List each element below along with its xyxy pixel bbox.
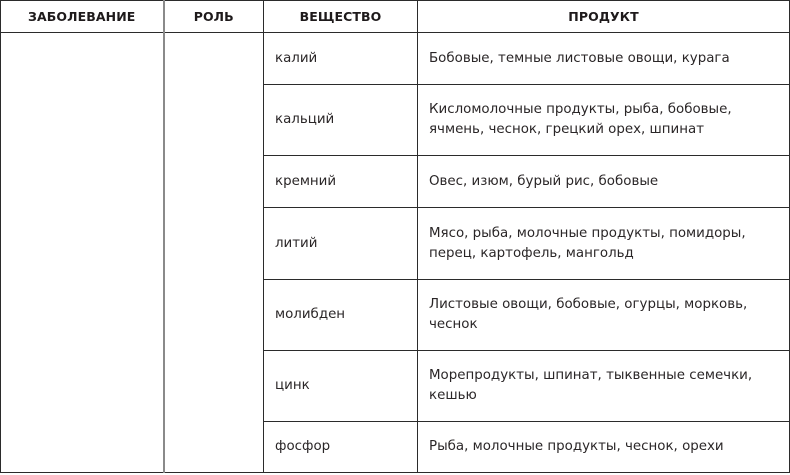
substance-cell: кремний	[264, 156, 418, 208]
table-header-row	[1, 1, 790, 33]
product-cell: Морепродукты, шпинат, тыквенные семечки, кешью	[418, 351, 790, 422]
product-cell: Овес, изюм, бурый рис, бобовые	[418, 156, 790, 208]
substance-cell: литий	[264, 208, 418, 280]
product-cell: Листовые овощи, бобовые, огурцы, морковь, чеснок	[418, 280, 790, 351]
disease-cell	[1, 33, 164, 473]
substance-cell: фосфор	[264, 422, 418, 473]
substance-cell: калий	[264, 33, 418, 85]
product-cell: Кисломолочные продукты, рыба, бобовые, ячмень, чеснок, грецкий орех, шпинат	[418, 85, 790, 156]
product-cell: Рыба, молочные продукты, чеснок, орехи	[418, 422, 790, 473]
role-cell	[164, 33, 264, 473]
header-role: РОЛЬ	[164, 1, 264, 33]
substance-cell: цинк	[264, 351, 418, 422]
product-cell: Бобовые, темные листовые овощи, курага	[418, 33, 790, 85]
table-row	[1, 33, 790, 85]
substance-cell: кальций	[264, 85, 418, 156]
header-disease: ЗАБОЛЕВАНИЕ	[1, 1, 164, 33]
header-product: ПРОДУКТ	[418, 1, 790, 33]
product-cell: Мясо, рыба, молочные продукты, помидоры, перец, картофель, мангольд	[418, 208, 790, 280]
header-substance: ВЕЩЕСТВО	[264, 1, 418, 33]
substance-cell: молибден	[264, 280, 418, 351]
